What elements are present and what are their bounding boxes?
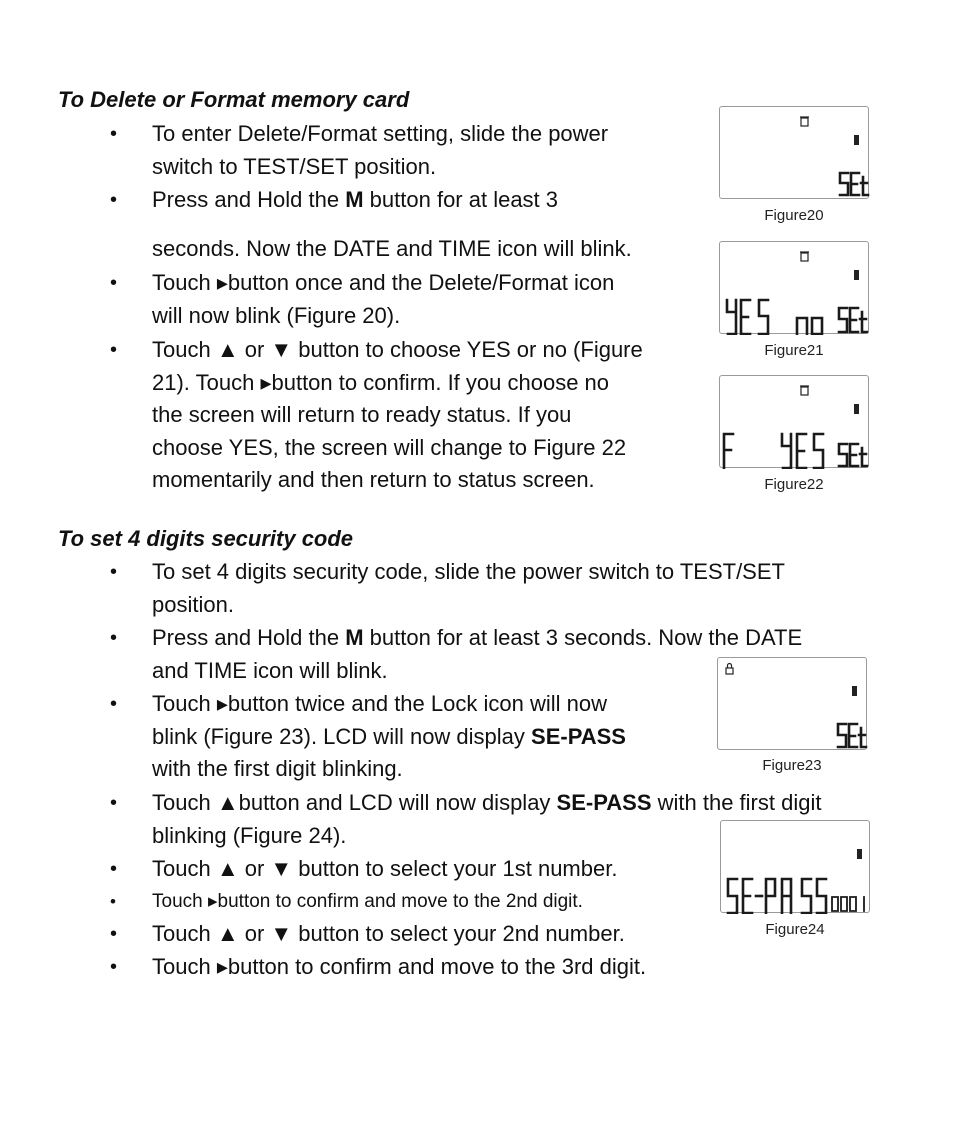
list-item	[152, 688, 626, 786]
list-item-continuation	[152, 233, 632, 266]
text-line: Touch ▲ or ▼ button to select your 2nd number.	[152, 921, 625, 946]
text-line: Touch ▸button to confirm and move to the 3rd digit.	[152, 954, 647, 979]
trash-icon	[800, 117, 809, 126]
format-yes-set-segment-display	[724, 434, 867, 468]
text-segment: blink (Figure 23). LCD will now display	[152, 723, 532, 749]
figure-24-caption: Figure24	[765, 921, 825, 938]
text-line: and TIME icon will blink.	[152, 657, 388, 683]
text-line: with the first digit blinking.	[152, 756, 403, 781]
text-segment: with the first digit	[651, 790, 822, 815]
text-segment: button for at least 3 seconds. Now the DATE	[363, 625, 803, 650]
text-segment: Press and Hold the	[152, 187, 346, 212]
list-item	[152, 184, 558, 217]
battery-icon	[854, 270, 859, 280]
text-segment: button for at least 3	[363, 187, 559, 212]
figure-20-caption: Figure20	[764, 207, 824, 224]
yes-no-set-segment-display	[727, 300, 867, 334]
text-line: Touch ▸button to confirm and move to the 2nd digit.	[152, 891, 583, 912]
m-button-label: M	[345, 187, 364, 212]
text-line: To set 4 digits security code, slide the power switch to TEST/SET	[152, 559, 785, 584]
lcd-figure-22	[719, 375, 869, 468]
lcd-figure-20	[719, 106, 869, 199]
text-line: seconds. Now the DATE and TIME icon will blink.	[152, 236, 632, 261]
set-segment-display	[840, 173, 868, 195]
list-item	[152, 918, 625, 951]
text-line: Touch ▸button twice and the Lock icon will now	[152, 691, 607, 716]
figure-21-caption: Figure21	[764, 342, 824, 359]
text-segment: Press and Hold the	[152, 625, 346, 650]
text-line: the screen will return to ready status. If you	[152, 402, 572, 427]
list-item	[152, 334, 643, 497]
text-line: blinking (Figure 24).	[152, 822, 347, 848]
battery-icon	[854, 135, 859, 145]
section-heading-delete-format: To Delete or Format memory card	[58, 87, 410, 112]
figure-23-caption: Figure23	[762, 757, 822, 774]
text-line: 21). Touch ▸button to confirm. If you choose no	[152, 369, 610, 395]
list-item	[152, 267, 614, 332]
se-pass-label: SE-PASS	[531, 723, 626, 749]
battery-icon	[857, 849, 862, 859]
list-item	[152, 556, 785, 621]
lcd-figure-24	[720, 820, 870, 913]
section-heading-security-code: To set 4 digits security code	[58, 526, 354, 551]
text-line: will now blink (Figure 20).	[152, 302, 401, 328]
text-line: To enter Delete/Format setting, slide the power	[152, 121, 609, 146]
battery-icon	[852, 686, 857, 696]
text-line: switch to TEST/SET position.	[152, 153, 437, 179]
trash-icon	[800, 252, 809, 261]
text-line: Touch ▲ or ▼ button to select your 1st number.	[152, 856, 618, 881]
m-button-label: M	[345, 625, 364, 650]
se-pass-segment-display	[728, 879, 864, 913]
trash-icon	[800, 386, 809, 395]
lcd-figure-23	[717, 657, 867, 750]
text-line: momentarily and then return to status screen.	[152, 467, 595, 492]
list-item	[152, 622, 802, 687]
text-line: choose YES, the screen will change to Figure 22	[152, 434, 627, 460]
text-line: Touch ▸button once and the Delete/Format icon	[152, 270, 615, 295]
list-item	[152, 886, 583, 919]
list-item	[152, 853, 617, 886]
text-line: position.	[152, 591, 234, 617]
list-item	[152, 951, 646, 984]
text-line: Touch ▲ or ▼ button to choose YES or no (Figure	[152, 337, 643, 362]
list-item	[152, 118, 608, 183]
text-segment: Touch ▲button and LCD will now display	[152, 790, 557, 815]
figure-22-caption: Figure22	[764, 476, 824, 493]
lcd-figure-21	[719, 241, 869, 334]
set-segment-display	[838, 724, 866, 747]
battery-icon	[854, 404, 859, 414]
lock-icon	[726, 664, 733, 675]
se-pass-label: SE-PASS	[556, 790, 652, 815]
